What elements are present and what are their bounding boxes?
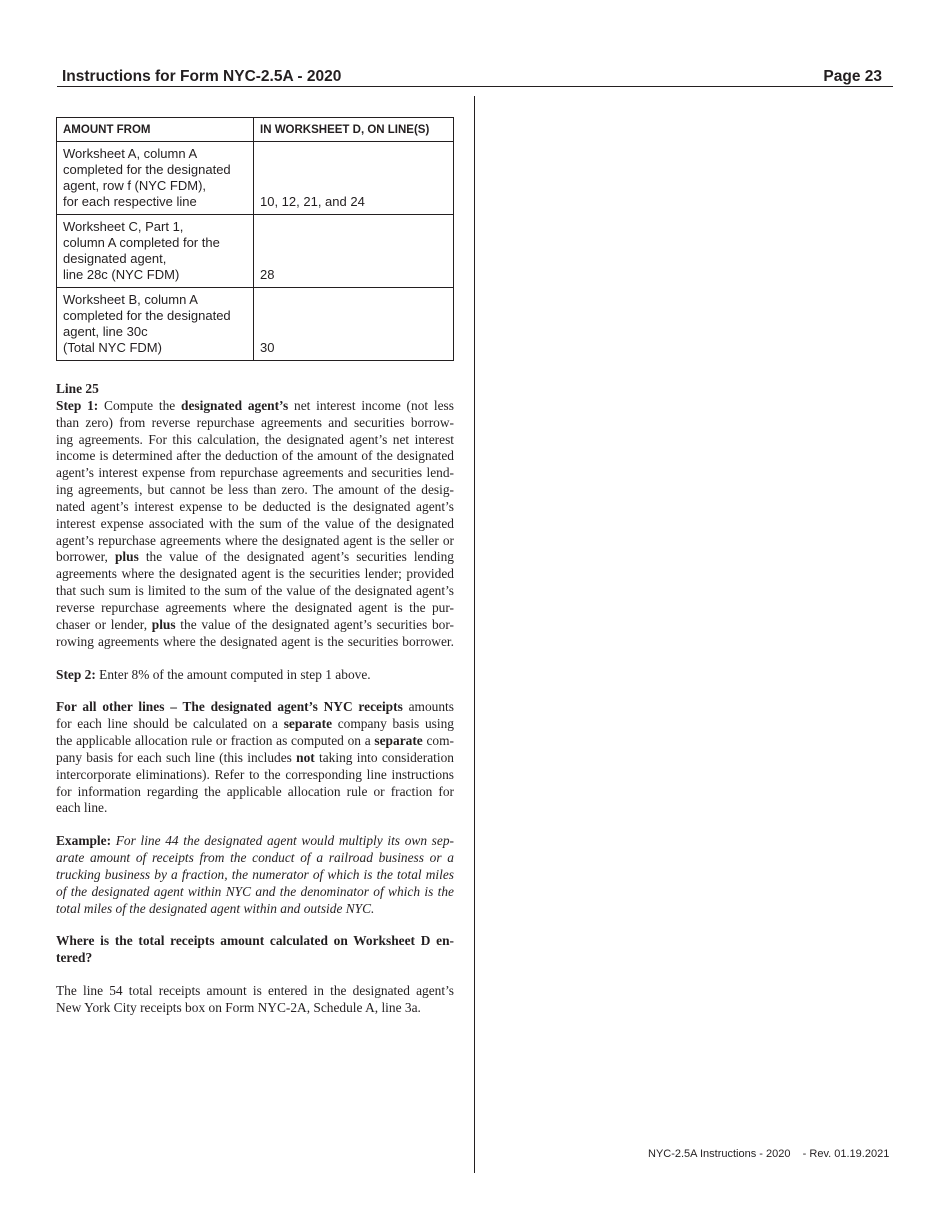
column-header-worksheet-d-lines: IN WORKSHEET D, ON LINE(S) bbox=[254, 118, 454, 142]
bold-run: plus bbox=[114, 549, 139, 565]
example-line: total miles of the designated agent within and outside NYC. bbox=[56, 900, 375, 916]
worksheet-d-lines-cell: 10, 12, 21, and 24 bbox=[254, 142, 454, 215]
cell-text-line: completed for the designated bbox=[63, 162, 231, 177]
example-line bbox=[56, 833, 454, 850]
text-run: agreements where the designated agent is the securities lender; provided bbox=[56, 566, 454, 582]
cell-text-line: agent, line 30c bbox=[63, 324, 148, 339]
question-line: Where is the total receipts amount calculated on Worksheet D en- bbox=[56, 933, 454, 949]
question-line: tered? bbox=[56, 950, 93, 966]
table-row bbox=[57, 215, 454, 288]
step-1-line bbox=[56, 482, 454, 499]
cell-text-line: column A completed for the bbox=[63, 235, 220, 250]
other-lines-line bbox=[56, 716, 454, 733]
table-row bbox=[57, 288, 454, 361]
step-2-label: Step 2: bbox=[56, 666, 96, 682]
step-1-paragraph bbox=[56, 398, 454, 651]
amount-mapping-table bbox=[56, 117, 454, 361]
text-run: Compute the bbox=[98, 397, 182, 413]
bold-run: not bbox=[296, 749, 315, 765]
answer-paragraph bbox=[56, 983, 454, 1017]
example-line: trucking business by a fraction, the numerator of which is the total miles bbox=[56, 866, 454, 882]
worksheet-d-lines-cell: 30 bbox=[254, 288, 454, 361]
cell-text-line: designated agent, bbox=[63, 251, 167, 266]
text-run: intercorporate eliminations). Refer to the corresponding line instructions bbox=[56, 766, 454, 782]
step-1-label: Step 1: bbox=[56, 397, 99, 413]
text-run: than zero) from reverse repurchase agreements and securities borrow- bbox=[56, 414, 454, 430]
text-run: com- bbox=[422, 733, 454, 749]
bold-run: For all other lines – The designated agent’s NYC receipts bbox=[56, 699, 403, 715]
text-run: that such sum is limited to the sum of the value of the designated agent’s bbox=[56, 583, 454, 599]
bold-run: separate bbox=[374, 733, 423, 749]
table-header-row bbox=[57, 118, 454, 142]
text-run: the applicable allocation rule or fraction as computed on a bbox=[56, 733, 375, 749]
text-run: reverse repurchase agreements where the designated agent is the pur- bbox=[56, 599, 454, 615]
step-2-paragraph bbox=[56, 667, 454, 684]
text-run: interest expense associated with the sum of the value of the designated bbox=[56, 515, 454, 531]
cell-text-line: completed for the designated bbox=[63, 308, 231, 323]
amount-from-cell bbox=[57, 215, 254, 288]
text-run: the value of the designated agent’s securities bor- bbox=[175, 616, 454, 632]
amount-from-cell bbox=[57, 142, 254, 215]
text-run: ing agreements, but cannot be less than zero. The amount of the desig- bbox=[56, 482, 454, 498]
cell-text-line: Worksheet B, column A bbox=[63, 292, 198, 307]
line-25-heading: Line 25 bbox=[56, 381, 99, 396]
step-1-line bbox=[56, 432, 454, 449]
bold-run: designated agent’s bbox=[181, 397, 289, 413]
step-1-line bbox=[56, 617, 454, 634]
text-run: borrower, bbox=[56, 549, 115, 565]
text-run: for each line should be calculated on a bbox=[56, 716, 284, 732]
text-run: taking into consideration bbox=[314, 749, 454, 765]
answer-line: The line 54 total receipts amount is entered in the designated agent’s bbox=[56, 983, 454, 999]
other-lines-line bbox=[56, 733, 454, 750]
table-row bbox=[57, 142, 454, 215]
cell-text-line: for each respective line bbox=[63, 194, 197, 209]
step-1-line bbox=[56, 465, 454, 482]
step-1-line-text bbox=[98, 398, 454, 413]
document-title: Instructions for Form NYC-2.5A - 2020 bbox=[62, 68, 342, 85]
text-run: ing agreements. For this calculation, the designated agent’s net interest bbox=[56, 431, 454, 447]
step-1-line bbox=[56, 566, 454, 583]
cell-text-line: line 28c (NYC FDM) bbox=[63, 267, 180, 282]
step-2-text: Enter 8% of the amount computed in step 1 above. bbox=[95, 666, 371, 682]
text-run: for information regarding the applicable allocation rule or fraction for bbox=[56, 783, 454, 799]
step-1-line bbox=[56, 415, 454, 432]
text-run: pany basis for each such line (this includes bbox=[56, 749, 297, 765]
text-run: company basis using bbox=[332, 716, 454, 732]
step-1-line bbox=[56, 549, 454, 566]
text-run: nated agent’s interest expense to be deducted is the designated agent’s bbox=[56, 498, 454, 514]
cell-text-line: Worksheet C, Part 1, bbox=[63, 219, 184, 234]
page-number: Page 23 bbox=[823, 68, 882, 85]
line-25-section bbox=[56, 381, 454, 1017]
step-1-line bbox=[56, 634, 454, 651]
amount-from-cell bbox=[57, 288, 254, 361]
page-header bbox=[57, 66, 893, 87]
answer-line: New York City receipts box on Form NYC-2A, Schedule A, line 3a. bbox=[56, 1000, 421, 1015]
other-lines-line bbox=[56, 784, 454, 801]
other-lines-line bbox=[56, 699, 454, 716]
footer-revision: NYC-2.5A Instructions - 2020 - Rev. 01.19.2021 bbox=[648, 1148, 890, 1160]
step-1-line bbox=[56, 398, 454, 415]
other-lines-line bbox=[56, 767, 454, 784]
step-1-line bbox=[56, 448, 454, 465]
example-label: Example: bbox=[56, 833, 112, 849]
example-line-text: For line 44 the designated agent would multiply its own sep- bbox=[111, 833, 454, 849]
cell-text-line: Worksheet A, column A bbox=[63, 146, 198, 161]
text-run: agent’s repurchase agreements where the designated agent is the seller or bbox=[56, 532, 454, 548]
example-paragraph bbox=[56, 833, 454, 917]
other-lines-line bbox=[56, 800, 454, 817]
bold-run: separate bbox=[283, 716, 333, 732]
question-heading bbox=[56, 933, 454, 967]
other-lines-line bbox=[56, 750, 454, 767]
example-line: arate amount of receipts from the conduct of a railroad business or a bbox=[56, 850, 454, 866]
left-column bbox=[56, 117, 454, 1017]
text-run: income is determined after the deduction of the amount of the designated bbox=[56, 448, 454, 464]
cell-text-line: agent, row f (NYC FDM), bbox=[63, 178, 207, 193]
step-1-line bbox=[56, 516, 454, 533]
bold-run: plus bbox=[151, 616, 176, 632]
text-run: chaser or lender, bbox=[56, 616, 152, 632]
column-header-amount-from: AMOUNT FROM bbox=[57, 118, 254, 142]
text-run: amounts bbox=[402, 699, 454, 715]
other-lines-paragraph bbox=[56, 699, 454, 817]
text-run: the value of the designated agent’s securities lending bbox=[138, 549, 454, 565]
column-divider bbox=[474, 96, 475, 1173]
cell-text-line: (Total NYC FDM) bbox=[63, 340, 162, 355]
example-line: of the designated agent within NYC and the denominator of which is the bbox=[56, 883, 454, 899]
text-run: each line. bbox=[56, 800, 108, 816]
worksheet-d-lines-cell: 28 bbox=[254, 215, 454, 288]
text-run: rowing agreements where the designated agent is the securities borrower. bbox=[56, 633, 454, 649]
text-run: net interest income (not less bbox=[288, 397, 454, 413]
step-1-line bbox=[56, 600, 454, 617]
step-1-line bbox=[56, 583, 454, 600]
step-1-line bbox=[56, 499, 454, 516]
text-run: agent’s interest expense from repurchase agreements and securities lend- bbox=[56, 465, 454, 481]
step-1-line bbox=[56, 533, 454, 550]
